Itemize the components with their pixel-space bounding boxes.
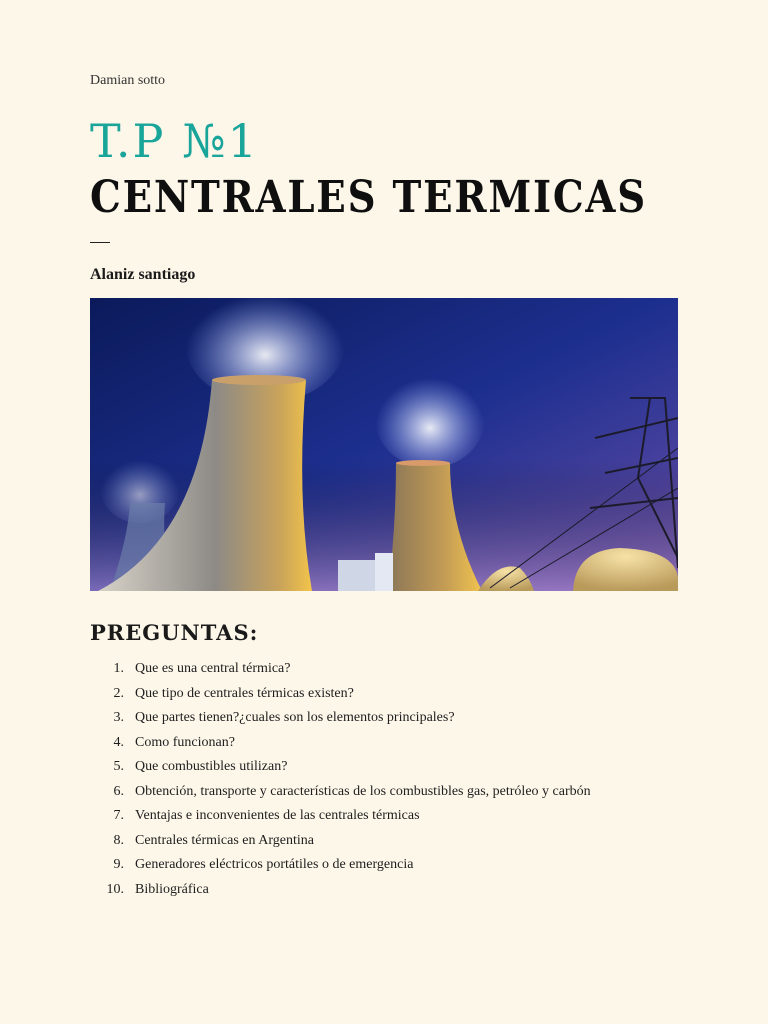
questions-heading: PREGUNTAS: xyxy=(90,620,259,645)
item-text: Centrales térmicas en Argentina xyxy=(135,832,314,848)
item-text: Que combustibles utilizan? xyxy=(135,759,288,774)
item-text: Que es una central térmica? xyxy=(135,661,291,676)
item-number: 4. xyxy=(113,734,124,750)
item-text: Como funcionan? xyxy=(135,734,235,750)
list-item xyxy=(90,780,678,805)
list-item xyxy=(90,755,678,780)
item-number: 9. xyxy=(113,857,124,872)
list-item xyxy=(90,731,678,756)
questions-list xyxy=(90,657,678,902)
main-title: CENTRALES TERMICAS xyxy=(90,172,647,223)
list-item xyxy=(90,657,678,682)
tp-title: T.P №1 xyxy=(90,114,259,168)
list-item xyxy=(90,829,678,854)
item-number: 8. xyxy=(113,832,124,848)
list-item xyxy=(90,878,678,903)
item-text: Generadores eléctricos portátiles o de emergencia xyxy=(135,857,414,872)
item-text: Bibliográfica xyxy=(135,881,209,897)
list-item xyxy=(90,804,678,829)
list-item xyxy=(90,682,678,707)
list-item xyxy=(90,853,678,878)
title-divider xyxy=(90,242,110,243)
item-number: 6. xyxy=(113,783,124,799)
item-text: Ventajas e inconvenientes de las centrales térmicas xyxy=(135,808,420,823)
cooling-towers-photo xyxy=(90,298,678,591)
item-text: Que tipo de centrales térmicas existen? xyxy=(135,685,354,701)
item-number: 5. xyxy=(113,759,124,774)
item-number: 10. xyxy=(106,881,124,897)
author-top: Damian sotto xyxy=(90,73,166,88)
item-number: 2. xyxy=(113,685,124,701)
item-number: 3. xyxy=(113,710,124,725)
item-number: 1. xyxy=(113,661,124,676)
item-number: 7. xyxy=(113,808,124,823)
item-text: Que partes tienen?¿cuales son los elementos principales? xyxy=(135,710,455,725)
author-main: Alaniz santiago xyxy=(90,266,196,283)
list-item xyxy=(90,706,678,731)
item-text: Obtención, transporte y características de los combustibles gas, petróleo y carbón xyxy=(135,783,591,799)
